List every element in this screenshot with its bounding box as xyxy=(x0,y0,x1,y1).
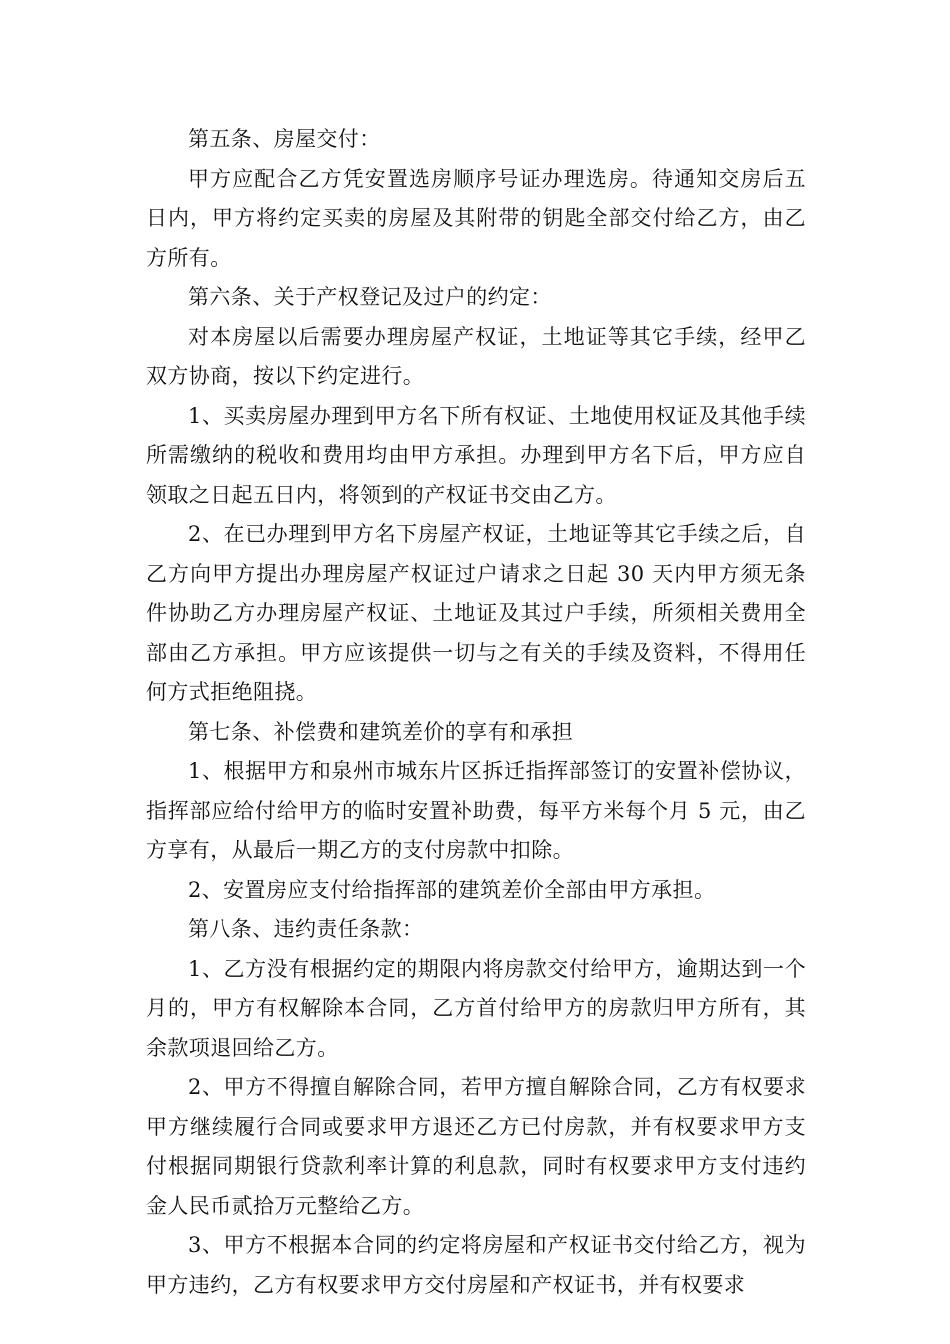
clause-5-text: 甲方应配合乙方凭安置选房顺序号证办理选房。待通知交房后五日内，甲方将约定买卖的房屋及其附带的钥匙全部交付给乙方，由乙方所有。 xyxy=(146,166,806,270)
clause-6-item-2: 2、在已办理到甲方名下房屋产权证，土地证等其它手续之后，自乙方向甲方提出办理房屋产权证过户请求之日起 30 天内甲方须无条件协助乙方办理房屋产权证、土地证及其过户手续，所须相关费用全部由乙方承担。甲方应该提供一切与之有关的手续及资料，不得用任何方式拒绝阻挠。 xyxy=(146,522,806,704)
clause-8-item-2: 2、甲方不得擅自解除合同，若甲方擅自解除合同，乙方有权要求甲方继续履行合同或要求甲方退还乙方已付房款，并有权要求甲方支付根据同期银行贷款利率计算的利息款，同时有权要求甲方支付违约金人民币贰拾万元整给乙方。 xyxy=(146,1075,806,1218)
clause-6-item-1: 1、买卖房屋办理到甲方名下所有权证、土地使用权证及其他手续所需缴纳的税收和费用均由甲方承担。办理到甲方名下后，甲方应自领取之日起五日内，将领到的产权证书交由乙方。 xyxy=(146,403,806,507)
clause-7-heading: 第七条、补偿费和建筑差价的享有和承担 xyxy=(188,719,574,744)
clause-5-heading: 第五条、房屋交付： xyxy=(188,127,381,151)
clause-8-heading: 第八条、违约责任条款： xyxy=(188,917,424,941)
document-body xyxy=(146,120,806,1305)
clause-6-intro: 对本房屋以后需要办理房屋产权证，土地证等其它手续，经甲乙双方协商，按以下约定进行。 xyxy=(146,324,806,388)
clause-8-item-3: 3、甲方不根据本合同的约定将房屋和产权证书交付给乙方，视为甲方违约，乙方有权要求甲方交付房屋和产权证书，并有权要求 xyxy=(146,1233,806,1297)
clause-7-item-2: 2、安置房应支付给指挥部的建筑差价全部由甲方承担。 xyxy=(188,877,716,902)
clause-8-item-1: 1、乙方没有根据约定的期限内将房款交付给甲方，逾期达到一个月的，甲方有权解除本合同，乙方首付给甲方的房款归甲方所有，其余款项退回给乙方。 xyxy=(146,956,806,1060)
clause-7-item-1: 1、根据甲方和泉州市城东片区拆迁指挥部签订的安置补偿协议，指挥部应给付给甲方的临时安置补助费，每平方米每个月 5 元，由乙方享有，从最后一期乙方的支付房款中扣除。 xyxy=(146,759,806,862)
clause-6-heading: 第六条、关于产权登记及过户的约定： xyxy=(188,285,552,309)
